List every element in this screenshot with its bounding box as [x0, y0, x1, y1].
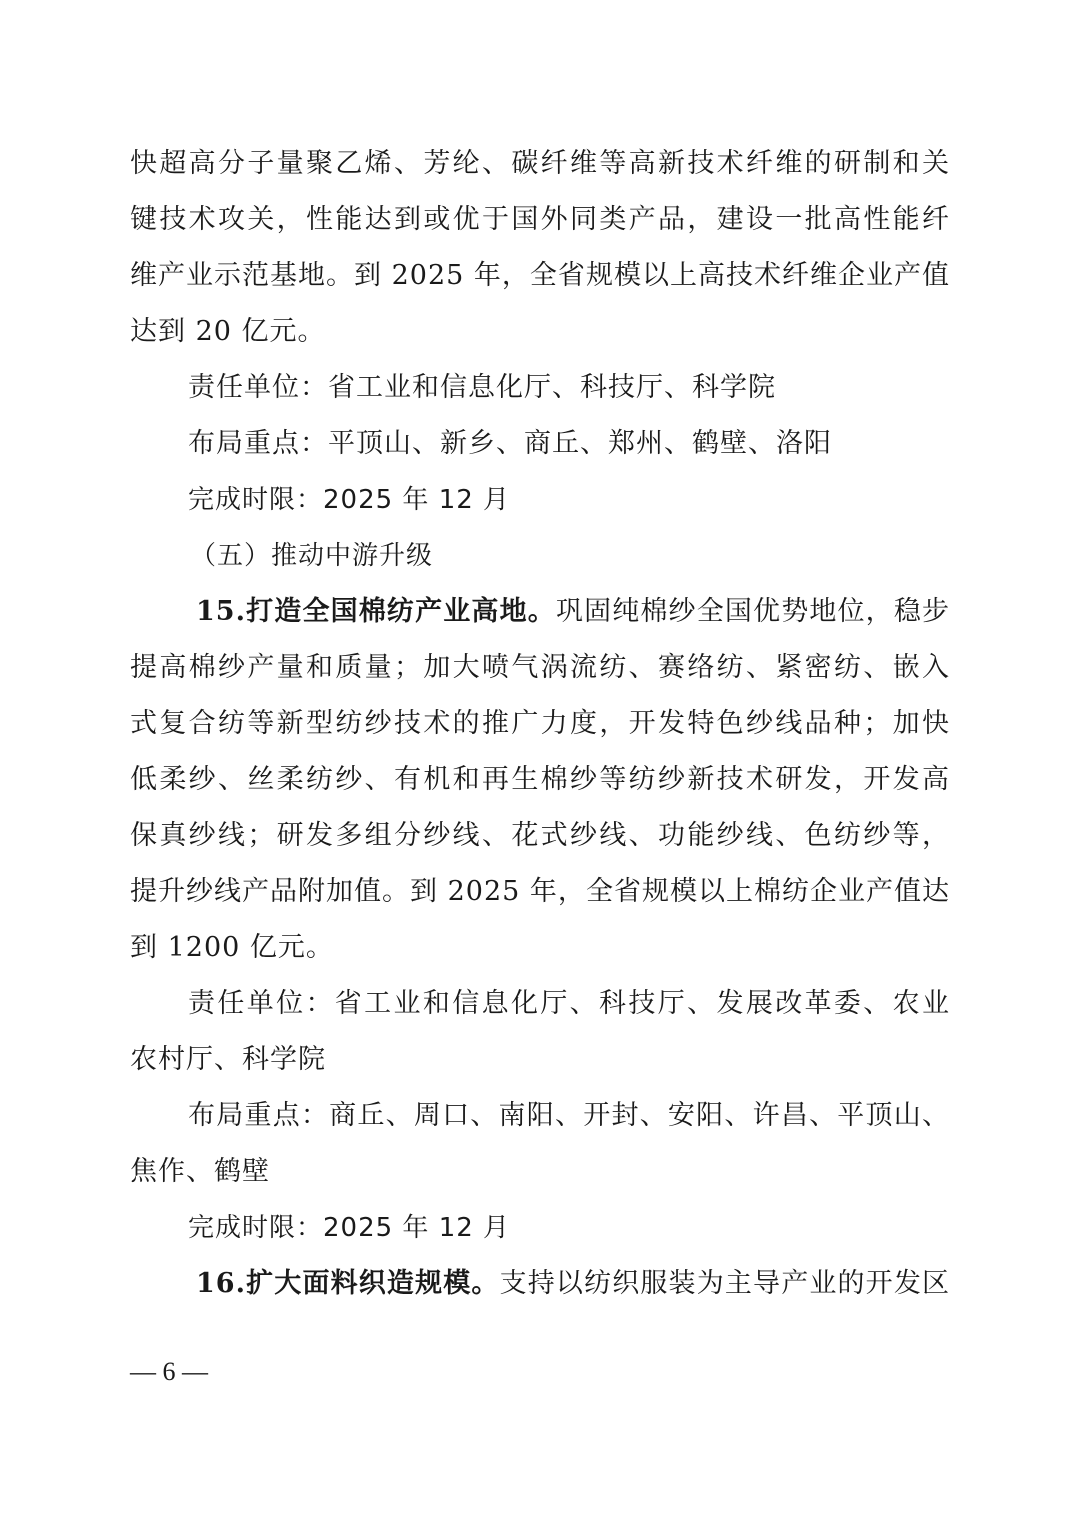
paragraph-line: 键技术攻关，性能达到或优于国外同类产品，建设一批高性能纤: [130, 204, 950, 235]
section-heading: （五）推动中游升级: [190, 541, 434, 571]
paragraph-line: 保真纱线；研发多组分纱线、花式纱线、功能纱线、色纺纱等，: [130, 820, 950, 851]
paragraph-line: 达到 20 亿元。: [130, 316, 326, 347]
responsible-units-cont: 农村厅、科学院: [130, 1044, 326, 1075]
layout-focus: 布局重点：平顶山、新乡、商丘、郑州、鹤壁、洛阳: [188, 428, 832, 459]
paragraph-line: 式复合纺等新型纺纱技术的推广力度，开发特色纱线品种；加快: [130, 708, 950, 739]
layout-focus-cont: 焦作、鹤壁: [130, 1156, 270, 1187]
item-15-first-line: [196, 592, 950, 632]
item-16-first-line: [196, 1264, 950, 1304]
paragraph-line: 到 1200 亿元。: [130, 932, 334, 963]
item-15-title: 15.打造全国棉纺产业高地。: [196, 596, 556, 627]
paragraph-line: 提升纱线产品附加值。到 2025 年，全省规模以上棉纺企业产值达: [130, 876, 950, 907]
item-15-text: 巩固纯棉纱全国优势地位，稳步: [555, 596, 950, 627]
responsible-units: 责任单位：省工业和信息化厅、科技厅、科学院: [188, 372, 776, 403]
paragraph-line: 快超高分子量聚乙烯、芳纶、碳纤维等高新技术纤维的研制和关: [130, 148, 950, 179]
responsible-units: 责任单位：省工业和信息化厅、科技厅、发展改革委、农业: [188, 988, 950, 1019]
layout-focus: 布局重点：商丘、周口、南阳、开封、安阳、许昌、平顶山、: [188, 1100, 950, 1131]
page-number: — 6 —: [130, 1357, 208, 1386]
paragraph-line: 维产业示范基地。到 2025 年，全省规模以上高技术纤维企业产值: [130, 260, 950, 291]
item-16-text: 支持以纺织服装为主导产业的开发区: [499, 1268, 951, 1299]
paragraph-line: 低柔纱、丝柔纺纱、有机和再生棉纱等纺纱新技术研发，开发高: [130, 764, 950, 795]
deadline: 完成时限：2025 年 12 月: [188, 485, 511, 515]
item-16-title: 16.扩大面料织造规模。: [196, 1268, 500, 1299]
deadline: 完成时限：2025 年 12 月: [188, 1213, 511, 1243]
paragraph-line: 提高棉纱产量和质量；加大喷气涡流纺、赛络纺、紧密纺、嵌入: [130, 652, 950, 683]
